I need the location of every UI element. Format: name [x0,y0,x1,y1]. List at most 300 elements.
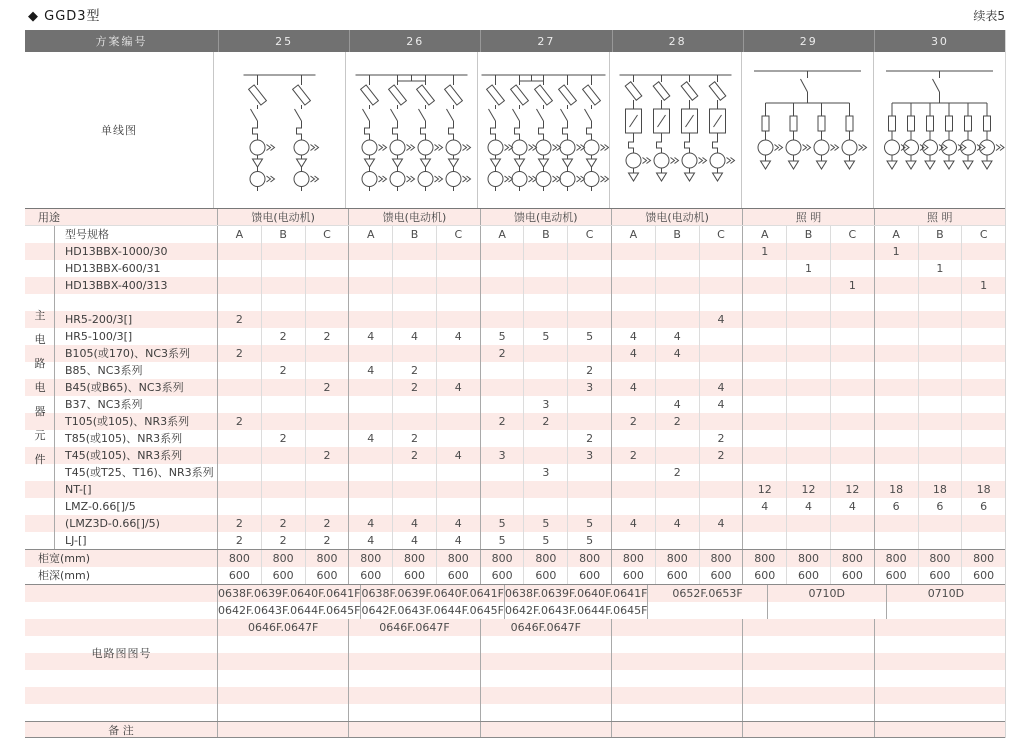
circuit-number-cell [742,704,873,721]
count-cell [611,260,655,277]
size-cell: 600 [305,567,349,584]
count-cell [480,430,524,447]
component-label: T85(或105)、NR3系列 [55,430,218,447]
count-cell: 2 [261,532,305,549]
size-cell: 800 [699,550,743,567]
circuit-number-cell [611,704,742,721]
count-cell: 2 [655,464,699,481]
circuit-number-cell [348,636,479,653]
component-label: B45(或B65)、NC3系列 [55,379,218,396]
count-cell [961,413,1005,430]
size-cell: 800 [786,550,830,567]
subcol-header: A [874,226,918,243]
component-label: T45(或T25、T16)、NR3系列 [55,464,218,481]
count-cell: 3 [480,447,524,464]
count-cell: 4 [392,532,436,549]
circuit-number-cell [874,687,1005,704]
circuit-number-cell [742,619,873,636]
count-cell [348,260,392,277]
count-cell [742,260,786,277]
size-cell: 600 [523,567,567,584]
count-cell [392,396,436,413]
count-cell [348,277,392,294]
count-cell [874,447,918,464]
single-line-diagram-row [25,52,1005,208]
size-cell: 800 [961,550,1005,567]
count-cell [523,362,567,379]
count-cell: 2 [235,347,243,360]
count-cell [830,447,874,464]
subcol-header: A [348,226,392,243]
count-cell: 3 [567,447,611,464]
circuit-number-cell [874,636,1005,653]
count-cell [480,396,524,413]
count-cell [699,413,743,430]
count-cell [918,311,962,328]
count-cell [261,277,305,294]
count-cell [348,379,392,396]
count-cell [742,396,786,413]
count-cell [786,362,830,379]
size-cell: 800 [261,550,305,567]
subcol-header: C [305,226,349,243]
count-cell [742,413,786,430]
count-cell [918,464,962,481]
count-cell [830,532,874,549]
count-cell [742,294,786,311]
subcol-header: B [786,226,830,243]
circuit-number-cell [348,687,479,704]
circuit-number-cell: 0638F.0639F.0640F.0641F [361,587,504,600]
count-cell [830,362,874,379]
size-cell: 600 [480,567,524,584]
count-cell [742,345,786,362]
count-cell: 2 [235,313,243,326]
count-cell: 4 [348,430,392,447]
count-cell [523,447,567,464]
count-cell [655,430,699,447]
component-row [25,362,1005,379]
count-cell: 2 [523,413,567,430]
count-cell [611,498,655,515]
count-cell [480,277,524,294]
circuit-number-cell [480,670,611,687]
count-cell [961,260,1005,277]
scheme-number-26: 26 [349,30,480,52]
count-cell [261,481,305,498]
count-cell [261,311,305,328]
count-cell [348,243,392,260]
count-cell: 2 [305,515,349,532]
table-header-row [25,30,1005,52]
count-cell [523,498,567,515]
count-cell [961,243,1005,260]
count-cell: 5 [523,532,567,549]
count-cell [874,345,918,362]
scheme-number-27: 27 [480,30,611,52]
count-cell: 2 [392,430,436,447]
count-cell [305,345,349,362]
remark-row [25,721,1005,738]
component-label: B85、NC3系列 [55,362,218,379]
count-cell: 1 [874,243,918,260]
count-cell: 4 [699,311,743,328]
circuit-number-cell: 0710D [886,585,1005,602]
count-cell [874,532,918,549]
circuit-number-cell [480,653,611,670]
count-cell: 5 [480,328,524,345]
count-cell [786,464,830,481]
count-cell: 12 [742,481,786,498]
circuit-number-cell [611,653,742,670]
subcol-header: B [655,226,699,243]
remark-cell [742,722,873,737]
count-cell [918,396,962,413]
circuit-number-cell [218,670,348,687]
count-cell [305,294,349,311]
count-cell [961,430,1005,447]
size-cell: 800 [480,550,524,567]
subcol-header: C [436,226,480,243]
circuit-diagram-number-section [25,585,1005,721]
count-cell [218,277,261,294]
count-cell [830,413,874,430]
count-cell: 2 [480,413,524,430]
count-cell [305,481,349,498]
count-cell: 5 [523,328,567,345]
count-cell [874,396,918,413]
size-cell: 600 [611,567,655,584]
component-row [25,515,1005,532]
count-cell: 4 [436,328,480,345]
count-cell: 1 [918,260,962,277]
component-row [25,396,1005,413]
component-row [25,328,1005,345]
count-cell [305,260,349,277]
count-cell [567,260,611,277]
count-cell [348,311,392,328]
single-line-diagram-scheme-25 [213,52,345,208]
component-label: B37、NC3系列 [55,396,218,413]
component-row [25,243,1005,260]
count-cell: 3 [567,379,611,396]
count-cell [918,277,962,294]
component-label: HD13BBX-1000/30 [55,243,218,260]
count-cell [567,464,611,481]
count-cell [699,328,743,345]
count-cell: 4 [392,328,436,345]
component-label: (LMZ3D-0.66[]/5) [55,515,218,532]
size-cell: 600 [918,567,962,584]
count-cell: 12 [830,481,874,498]
component-row [25,532,1005,549]
count-cell [305,362,349,379]
scheme-number-30: 30 [874,30,1005,52]
circuit-number-cell: 0638F.0639F.0640F.0641F [504,587,648,600]
count-cell [348,481,392,498]
usage-value: 馈电(电动机) [251,211,315,224]
count-cell: 6 [918,498,962,515]
count-cell [348,413,392,430]
side-label-char: 主 [34,309,46,322]
single-line-diagram-svg [214,55,345,205]
count-cell [655,243,699,260]
subcol-header: C [567,226,611,243]
count-cell: 5 [567,515,611,532]
subcol-header: A [611,226,655,243]
count-cell [392,277,436,294]
circuit-number-cell [218,636,348,653]
component-row [25,345,1005,362]
component-row [25,277,1005,294]
size-cell: 600 [655,567,699,584]
subcol-header: A [235,228,244,241]
count-cell [699,277,743,294]
size-cell: 800 [228,552,250,565]
count-cell [786,294,830,311]
component-label: HR5-100/3[] [55,328,218,345]
count-cell [567,277,611,294]
count-cell [786,345,830,362]
circuit-number-cell [742,636,873,653]
circuit-number-cell [874,653,1005,670]
count-cell [392,464,436,481]
circuit-number-cell [348,704,479,721]
count-cell [918,532,962,549]
count-cell: 4 [436,532,480,549]
spec-header-row [25,226,1005,243]
component-label: HD13BBX-600/31 [55,260,218,277]
count-cell [918,243,962,260]
component-row [25,464,1005,481]
count-cell: 4 [830,498,874,515]
count-cell [655,379,699,396]
count-cell [742,328,786,345]
circuit-number-cell [480,636,611,653]
usage-row [25,209,1005,226]
count-cell [261,413,305,430]
subcol-header: B [523,226,567,243]
count-cell [874,379,918,396]
count-cell [218,379,261,396]
count-cell [480,311,524,328]
circuit-number-cell: 0642F.0643F.0644F.0645F [361,604,504,617]
circuit-number-cell [611,687,742,704]
count-cell: 2 [480,345,524,362]
count-cell [655,481,699,498]
side-label [25,226,55,549]
count-cell [918,430,962,447]
count-cell: 2 [235,415,243,428]
count-cell [874,277,918,294]
circuit-number-cell [611,636,742,653]
single-line-diagram-scheme-27 [477,52,609,208]
count-cell [218,260,261,277]
size-cell: 600 [742,567,786,584]
count-cell [480,294,524,311]
count-cell: 1 [961,277,1005,294]
single-line-diagram-svg [742,55,873,205]
count-cell: 3 [523,464,567,481]
count-cell [786,515,830,532]
size-cell: 800 [348,550,392,567]
count-cell [261,447,305,464]
count-cell: 2 [392,447,436,464]
subcol-header: C [830,226,874,243]
component-row [25,481,1005,498]
count-cell: 5 [480,532,524,549]
count-cell [218,447,261,464]
count-cell: 4 [611,515,655,532]
count-cell [918,328,962,345]
count-cell [436,311,480,328]
count-cell [655,532,699,549]
count-cell: 4 [699,379,743,396]
size-cell: 600 [348,567,392,584]
count-cell [786,277,830,294]
component-row [25,413,1005,430]
circuit-number-cell [742,687,873,704]
usage-label: 用途 [25,209,218,225]
count-cell [742,447,786,464]
count-cell [348,345,392,362]
circuit-number-cell [742,670,873,687]
count-cell [261,345,305,362]
count-cell: 4 [611,379,655,396]
scheme-number-29: 29 [743,30,874,52]
count-cell [348,294,392,311]
circuit-number-cell: 0652F.0653F [647,585,766,602]
size-cell: 600 [699,567,743,584]
count-cell [480,243,524,260]
subcol-header: B [392,226,436,243]
count-cell [305,243,349,260]
component-row [25,260,1005,277]
count-cell [261,379,305,396]
size-cell: 600 [961,567,1005,584]
count-cell [305,413,349,430]
count-cell [830,328,874,345]
count-cell: 4 [699,515,743,532]
size-cell: 600 [567,567,611,584]
count-cell [786,430,830,447]
count-cell [218,498,261,515]
single-line-diagram-scheme-30 [873,52,1005,208]
usage-value: 馈电(电动机) [348,209,479,225]
count-cell [480,498,524,515]
count-cell [480,260,524,277]
count-cell [523,243,567,260]
continuation-label: 续表5 [973,9,1005,23]
count-cell: 12 [786,481,830,498]
count-cell [699,362,743,379]
component-label [55,294,218,311]
count-cell [742,430,786,447]
count-cell [305,498,349,515]
component-row [25,379,1005,396]
count-cell [523,311,567,328]
count-cell: 4 [392,515,436,532]
count-cell [699,243,743,260]
circuit-number-cell: 0710D [767,585,886,602]
count-cell [874,328,918,345]
count-cell [874,260,918,277]
table-body [25,208,1005,738]
count-cell: 2 [392,379,436,396]
single-line-diagram-scheme-26 [345,52,477,208]
count-cell [830,260,874,277]
count-cell [918,345,962,362]
count-cell [961,396,1005,413]
size-row [25,567,1005,584]
circuit-number-cell [874,670,1005,687]
count-cell [261,396,305,413]
count-cell [830,430,874,447]
circuit-number-cell [874,619,1005,636]
count-cell [480,379,524,396]
component-row [25,498,1005,515]
count-cell [261,294,305,311]
single-line-diagram-scheme-29 [741,52,873,208]
count-cell [611,294,655,311]
count-cell [874,413,918,430]
count-cell [218,294,261,311]
count-cell [436,396,480,413]
circuit-number-cell: 0646F.0647F [480,619,611,636]
size-cell: 600 [830,567,874,584]
count-cell [961,379,1005,396]
count-cell: 2 [305,447,349,464]
count-cell [392,311,436,328]
side-label-char: 电 [34,333,46,346]
scheme-number-28: 28 [612,30,743,52]
remark-cell [218,722,348,737]
circuit-number-cell: 0638F.0639F.0640F.0641F [218,587,361,600]
count-cell: 5 [480,515,524,532]
count-cell [830,345,874,362]
count-cell [742,277,786,294]
count-cell [655,277,699,294]
single-line-diagram-svg [610,55,741,205]
count-cell [436,430,480,447]
count-cell [480,464,524,481]
size-label: 柜深(mm) [25,567,218,584]
single-line-diagram-svg [346,55,477,205]
count-cell [305,277,349,294]
usage-value: 照 明 [742,209,873,225]
count-cell: 2 [611,447,655,464]
count-cell: 4 [786,498,830,515]
count-cell [742,515,786,532]
count-cell [786,396,830,413]
count-cell [392,498,436,515]
count-cell [655,362,699,379]
circuit-number-cell: 0646F.0647F [348,619,479,636]
count-cell [436,498,480,515]
count-cell: 2 [655,413,699,430]
count-cell [436,464,480,481]
count-cell: 2 [261,430,305,447]
count-cell: 2 [305,328,349,345]
circuit-number-cell [874,704,1005,721]
count-cell: 1 [786,260,830,277]
count-cell [655,447,699,464]
count-cell [261,260,305,277]
usage-value: 馈电(电动机) [611,209,742,225]
size-cell: 600 [786,567,830,584]
count-cell [567,498,611,515]
count-cell: 2 [567,362,611,379]
